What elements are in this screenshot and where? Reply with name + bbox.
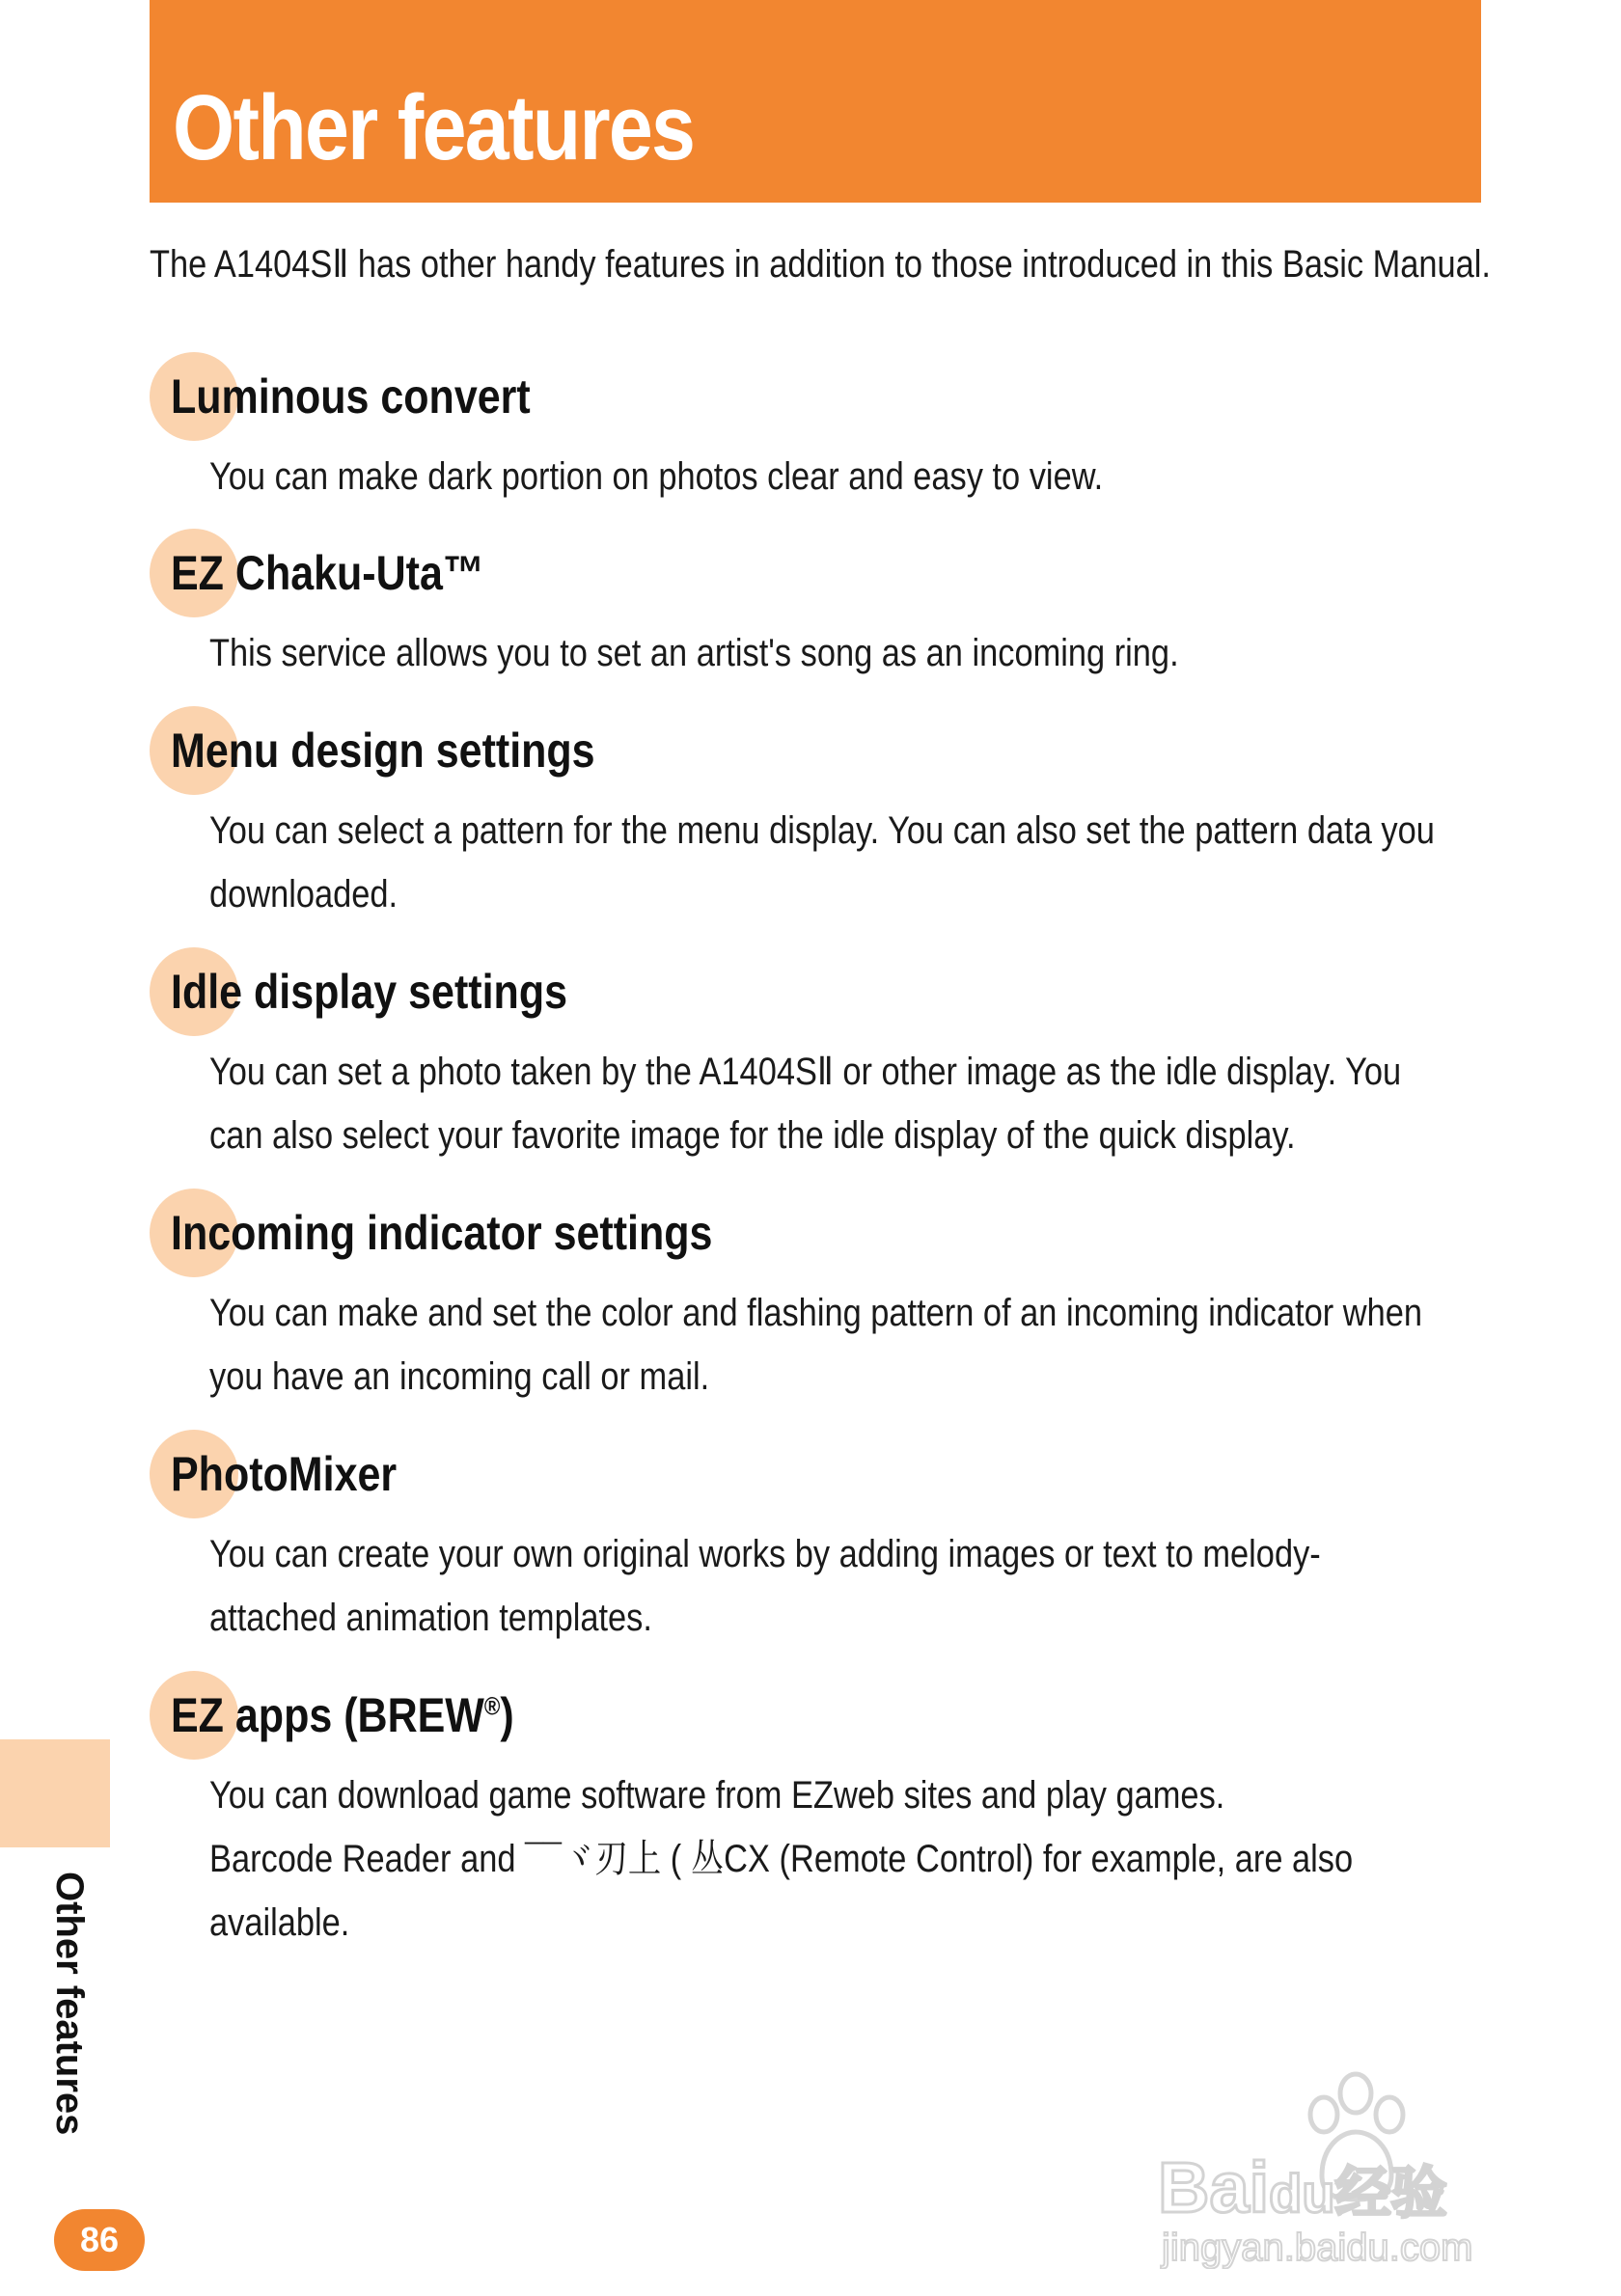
- section-title-text: EZ apps (BREW: [171, 1688, 484, 1742]
- section-title: Idle display settings: [171, 965, 567, 1019]
- section-title: Luminous convert: [171, 369, 531, 424]
- registered-mark: ®: [483, 1691, 501, 1721]
- page-title: Other features: [173, 76, 695, 179]
- watermark-brand: Bai: [1158, 2147, 1270, 2228]
- section-description: This service allows you to set an artist's song as an incoming ring.: [209, 632, 1179, 674]
- side-tab-label: Other features: [48, 1872, 91, 2136]
- section-description: You can make and set the color and flashing pattern of an incoming indicator when you have an incoming call or mail.: [209, 1292, 1423, 1398]
- section-description: You can create your own original works by adding images or text to melody-attached animation templates.: [209, 1533, 1321, 1639]
- section-description: You can make dark portion on photos clear and easy to view.: [209, 455, 1104, 498]
- header-band: [150, 0, 1481, 203]
- section-title: [171, 1684, 514, 1746]
- section-title: EZ Chaku-Uta™: [171, 546, 484, 600]
- intro-paragraph: The A1404SⅡ has other handy features in addition to those introduced in this Basic Manual.: [150, 243, 1492, 286]
- section-title-suffix: ): [500, 1688, 514, 1742]
- section-title: Incoming indicator settings: [171, 1206, 713, 1260]
- watermark-brand-cn: 经验: [1334, 2160, 1447, 2226]
- section-title: Menu design settings: [171, 724, 595, 778]
- watermark-brand-mid: du: [1269, 2163, 1335, 2224]
- baidu-watermark: [1158, 2064, 1544, 2267]
- section-description: You can download game software from EZweb sites and play games. Barcode Reader and ¯¯ヾ刃上 ( 丛CX (Remote Control) for example, are also available.: [209, 1774, 1354, 1944]
- watermark-url: jingyan.baidu.com: [1162, 2227, 1473, 2269]
- side-tab: [0, 1739, 110, 1847]
- section-description: You can set a photo taken by the A1404SⅡ or other image as the idle display. You can also select your favorite image for the idle display of the quick display.: [209, 1051, 1402, 1157]
- section-description: You can select a pattern for the menu display. You can also set the pattern data you downloaded.: [209, 809, 1435, 916]
- page-number: 86: [54, 2209, 145, 2271]
- section-title: PhotoMixer: [171, 1447, 398, 1501]
